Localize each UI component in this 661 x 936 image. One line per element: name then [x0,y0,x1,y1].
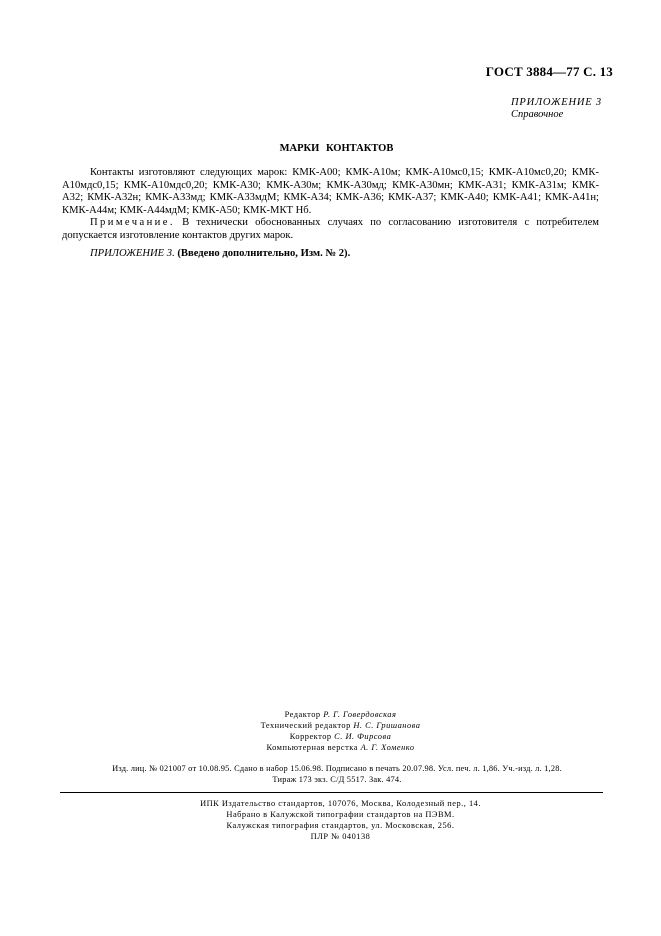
credit-name: Н. С. Гришанова [353,721,421,730]
credit-name: С. И. Фирсова [334,732,392,741]
credit-name: А. Г. Хоменко [360,743,415,752]
publisher-line-4: ПЛР № 040138 [310,832,371,841]
appendix-label: ПРИЛОЖЕНИЕ 3 [511,97,602,108]
imprint-line-2: Тираж 173 экз. С/Д 5517. Зак. 474. [272,775,402,784]
credit-role: Компьютерная верстка [266,743,358,752]
credits-block [0,709,661,753]
grades-paragraph: Контакты изготовляют следующих марок: КМК-А00; КМК-А10м; КМК-А10мс0,15; КМК-А10мс0,20; КМК-А10мдс0,15; КМК-А10мдс0,20; КМК-А30; КМК-А30м; КМК-А30мд; КМК-А30мн; КМК-А31; КМК-А31м; КМК-А32; КМК-А32н; КМК-А33мд; КМК-А33мдМ; КМК-А34; КМК-А36; КМК-А37; КМК-А40; КМК-А41; КМК-А41н; КМК-А44м; КМК-А44мдМ; КМК-А50; КМК-МКТ Нб. [62,167,599,216]
credit-role: Корректор [289,732,332,741]
standard-header: ГОСТ 3884—77 С. 13 [485,64,613,79]
intro-change: (Введено дополнительно, Изм. № 2). [174,248,351,259]
section-body [62,167,599,261]
footer-divider [60,792,603,793]
appendix-type: Справочное [511,109,564,120]
credit-role: Технический редактор [260,721,351,730]
credit-name: Р. Г. Говердовская [323,710,397,719]
credit-layout [20,742,661,753]
intro-appendix: ПРИЛОЖЕНИЕ 3. [90,248,175,259]
note-text: В технически обоснованных случаях по согласованию изготовителя с потребителем допускается изготовление контактов других марок. [62,217,599,241]
publisher-block [0,798,661,842]
credit-editor [20,709,661,720]
imprint-block [62,763,612,785]
publisher-line-3: Калужская типография стандартов, ул. Московская, 256. [226,821,455,830]
credit-corrector [20,731,661,742]
publisher-line-1: ИПК Издательство стандартов, 107076, Москва, Колодезный пер., 14. [200,799,481,808]
section-title: МАРКИ КОНТАКТОВ [279,143,394,154]
credit-tech-editor [20,720,661,731]
introduction-note [62,248,599,261]
imprint-line-1: Изд. лиц. № 021007 от 10.08.95. Сдано в набор 15.06.98. Подписано в печать 20.07.98. Усл. печ. л. 1,86. Уч.-изд. л. 1,28. [112,764,562,773]
credit-role: Редактор [284,710,321,719]
note-paragraph [62,217,599,242]
publisher-line-2: Набрано в Калужской типографии стандартов на ПЭВМ. [226,810,455,819]
note-lead: Примечание. [90,217,175,228]
